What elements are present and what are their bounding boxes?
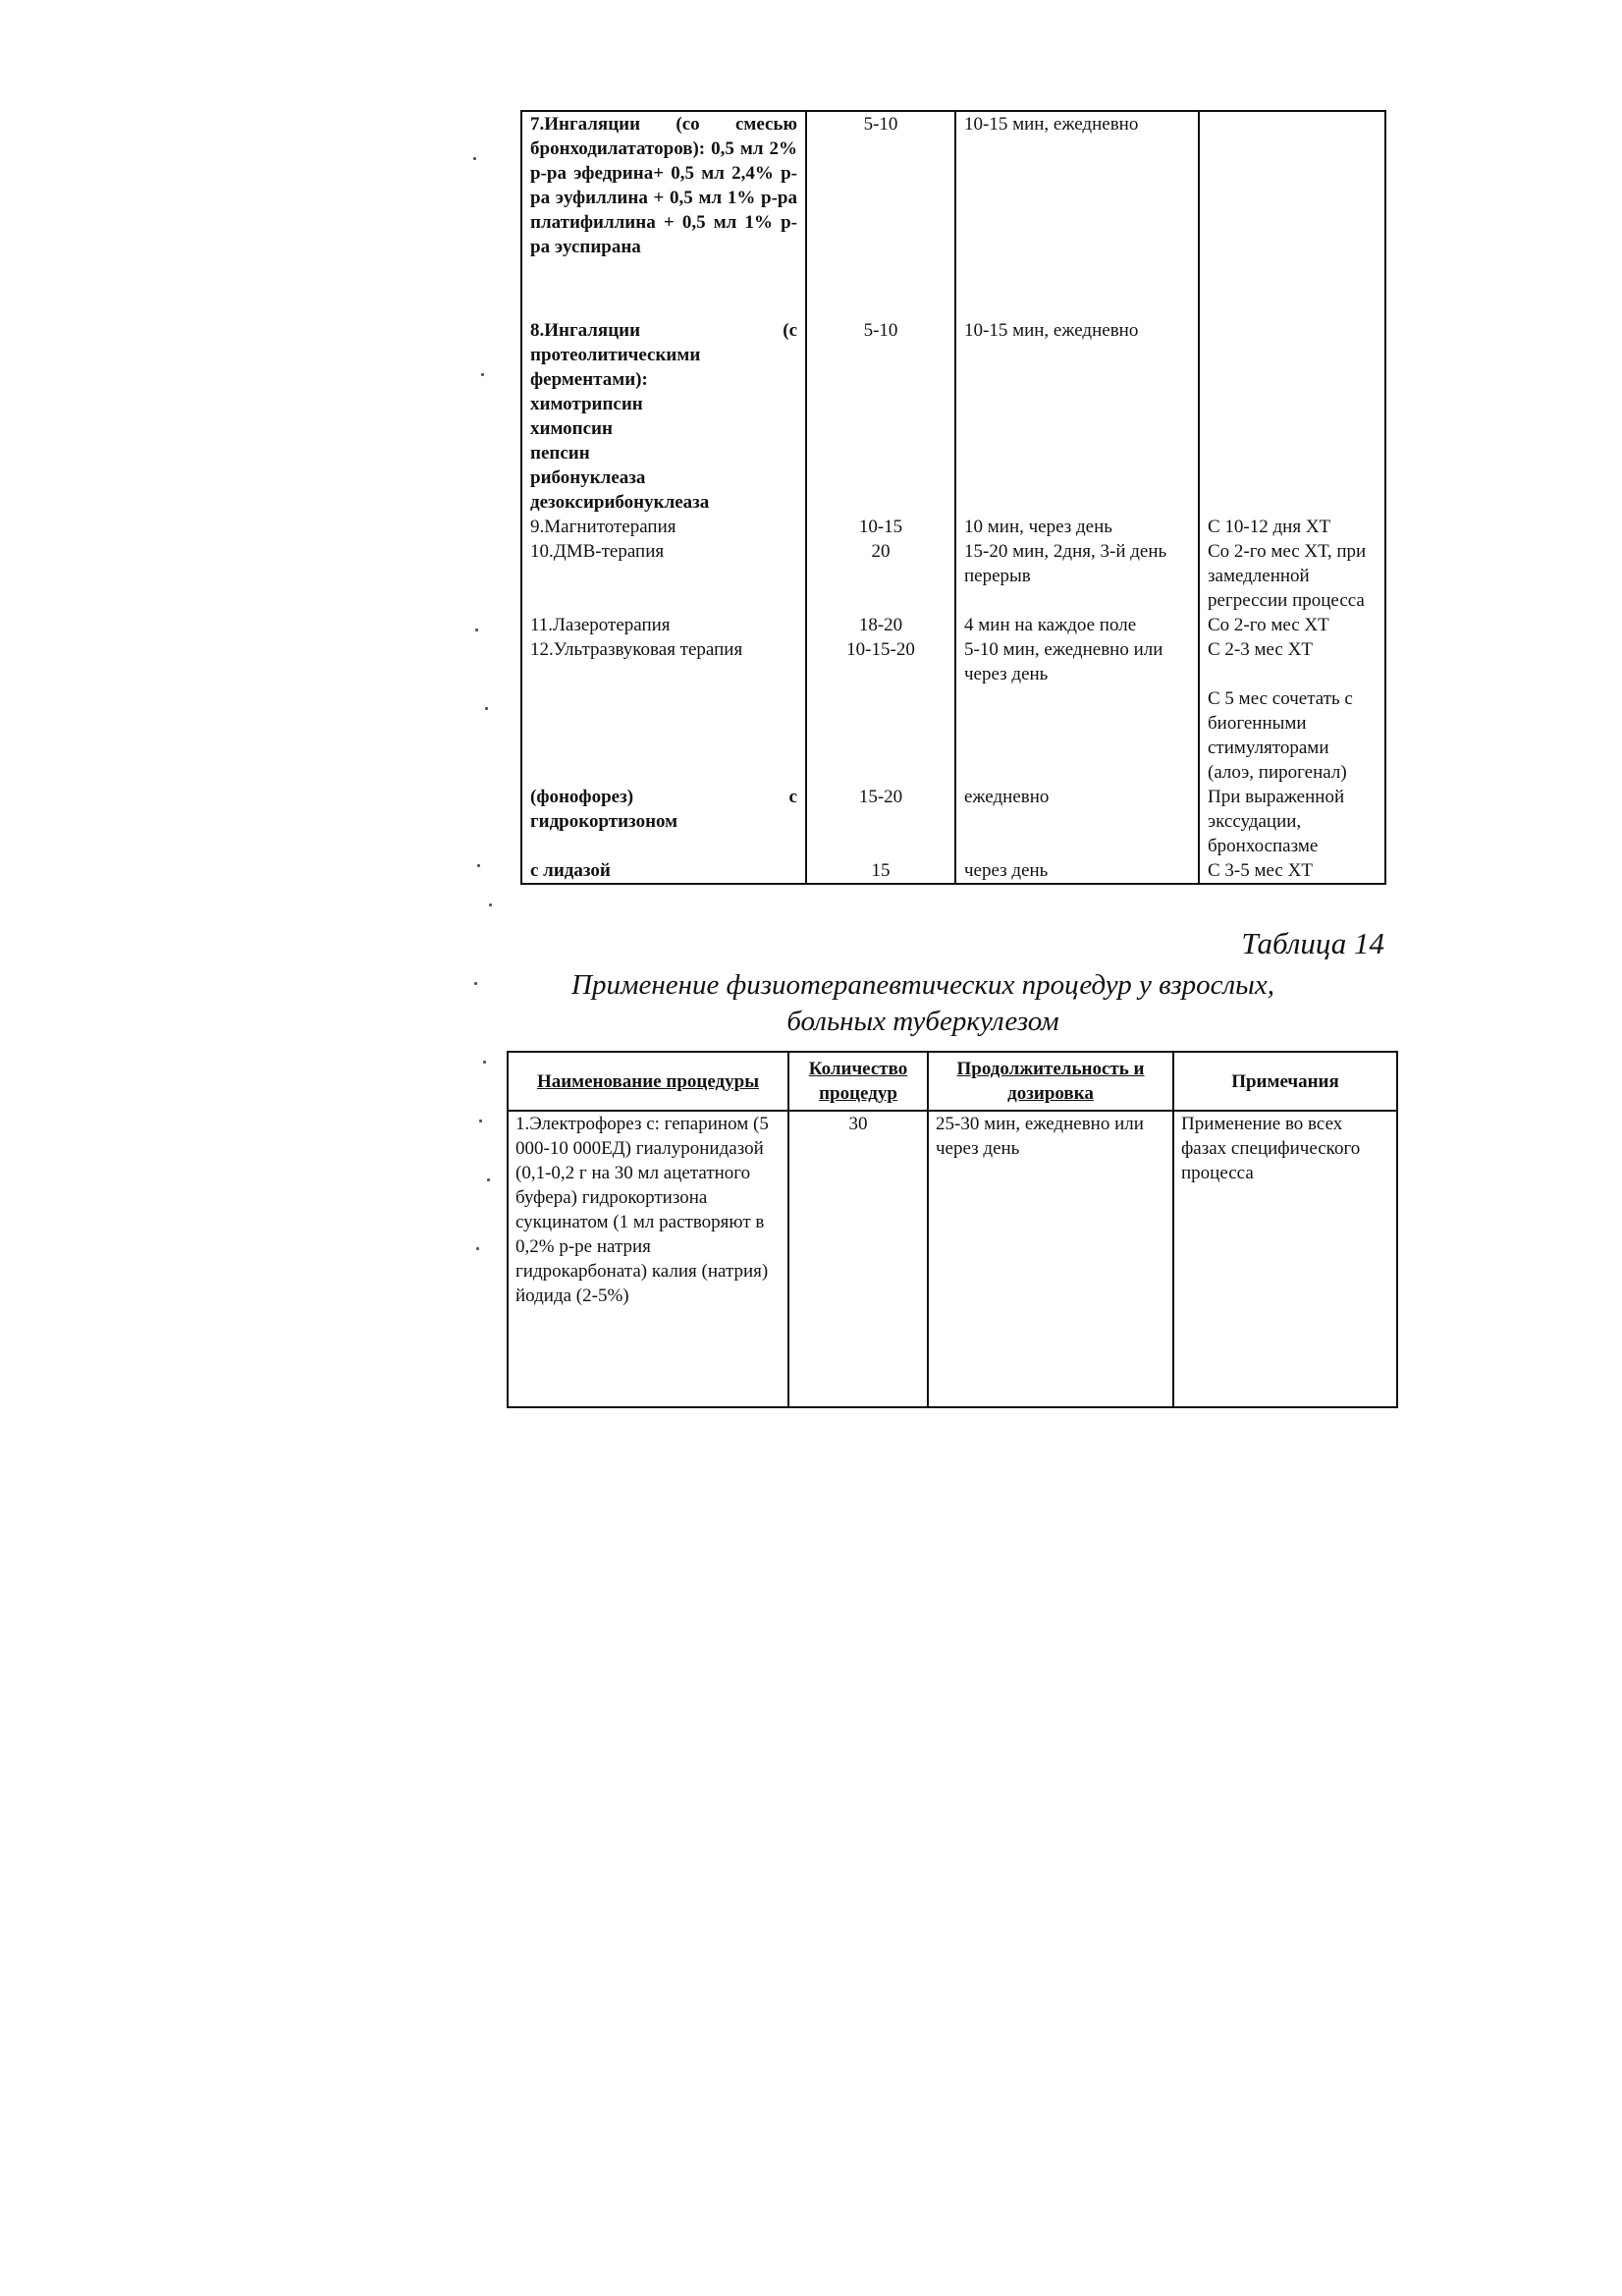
table-row [521, 441, 1385, 465]
table-row [521, 318, 1385, 392]
table-number: Таблица 14 [1241, 926, 1384, 960]
procedure-note [1199, 416, 1385, 441]
procedure-name: 9.Магнитотерапия [521, 515, 806, 539]
procedure-count: 18-20 [806, 613, 955, 637]
procedure-name: с лидазой [521, 858, 806, 884]
table-title: Применение физиотерапевтических процедур у взрослых, больных туберкулезом [571, 969, 1274, 1037]
header-duration: Продолжительность и дозировка [928, 1052, 1173, 1111]
procedure-duration: 10-15 мин, ежедневно [955, 318, 1199, 392]
table-row [521, 785, 1385, 858]
procedure-count [806, 441, 955, 465]
table-header-row [508, 1052, 1397, 1111]
procedure-count [806, 416, 955, 441]
procedure-name: дезоксирибонуклеаза [521, 490, 806, 515]
procedure-note [1199, 490, 1385, 515]
procedure-count: 30 [788, 1111, 928, 1407]
procedures-table-continued [520, 110, 1386, 885]
procedure-duration: 10 мин, через день [955, 515, 1199, 539]
table-row [521, 539, 1385, 613]
table-row [521, 111, 1385, 318]
table-row [521, 490, 1385, 515]
procedure-duration [955, 416, 1199, 441]
header-name: Наименование процедуры [508, 1052, 788, 1111]
table-row [521, 637, 1385, 686]
procedure-note [1199, 318, 1385, 392]
procedure-note: Со 2-го мес ХТ, при замедленной регрессии процесса [1199, 539, 1385, 613]
procedure-note: С 3-5 мес ХТ [1199, 858, 1385, 884]
procedure-name: 1.Электрофорез с: гепарином (5 000-10 000ЕД) гиалуронидазой (0,1-0,2 г на 30 мл ацетатного буфера) гидрокортизона сукцинатом (1 мл растворяют в 0,2% р-ре натрия гидрокарбоната) калия (натрия) йодида (2-5%) [508, 1111, 788, 1407]
procedure-count [806, 392, 955, 416]
procedure-name: (фонофорез) с гидрокортизоном [521, 785, 806, 858]
procedure-duration: 15-20 мин, 2дня, 3-й день перерыв [955, 539, 1199, 613]
procedure-name: 7.Ингаляции (со смесью бронходилататоров): 0,5 мл 2% р-ра эфедрина+ 0,5 мл 2,4% р-ра эуфиллина + 0,5 мл 1% р-ра платифиллина + 0,5 мл 1% р-ра эуспирана [521, 111, 806, 318]
table-row [521, 465, 1385, 490]
table-row [521, 686, 1385, 785]
header-count: Количество процедур [788, 1052, 928, 1111]
header-note: Примечания [1173, 1052, 1397, 1111]
procedure-name: 10.ДМВ-терапия [521, 539, 806, 613]
procedure-count [806, 686, 955, 785]
procedure-name: пепсин [521, 441, 806, 465]
procedure-count: 10-15 [806, 515, 955, 539]
procedure-count: 20 [806, 539, 955, 613]
table-row [521, 392, 1385, 416]
table-14 [507, 1051, 1398, 1408]
procedure-note: При выраженной экссудации, бронхоспазме [1199, 785, 1385, 858]
procedure-note: С 10-12 дня ХТ [1199, 515, 1385, 539]
procedure-name: 12.Ультразвуковая терапия [521, 637, 806, 686]
procedure-note: Применение во всех фазах специфического процесса [1173, 1111, 1397, 1407]
procedure-count: 15-20 [806, 785, 955, 858]
table-row [521, 416, 1385, 441]
procedure-duration [955, 490, 1199, 515]
procedure-duration: через день [955, 858, 1199, 884]
procedure-duration: ежедневно [955, 785, 1199, 858]
procedure-count [806, 465, 955, 490]
procedure-note: С 2-3 мес ХТ [1199, 637, 1385, 686]
procedure-name: рибонуклеаза [521, 465, 806, 490]
procedure-count [806, 490, 955, 515]
procedure-note: С 5 мес сочетать с биогенными стимуляторами (алоэ, пирогенал) [1199, 686, 1385, 785]
procedure-count: 5-10 [806, 318, 955, 392]
procedure-note [1199, 465, 1385, 490]
procedure-name: химопсин [521, 416, 806, 441]
scan-noise [471, 118, 501, 1394]
table-row [508, 1111, 1397, 1407]
table-row [521, 613, 1385, 637]
procedure-duration: 10-15 мин, ежедневно [955, 111, 1199, 318]
procedure-name: 11.Лазеротерапия [521, 613, 806, 637]
procedure-name: 8.Ингаляции (с протеолитическими ферментами): [521, 318, 806, 392]
procedure-duration [955, 392, 1199, 416]
table-row [521, 858, 1385, 884]
procedure-name [521, 686, 806, 785]
procedure-duration [955, 465, 1199, 490]
procedure-note: Со 2-го мес ХТ [1199, 613, 1385, 637]
table-row [521, 515, 1385, 539]
procedure-duration [955, 686, 1199, 785]
procedure-note [1199, 441, 1385, 465]
procedure-duration: 4 мин на каждое поле [955, 613, 1199, 637]
procedure-count: 15 [806, 858, 955, 884]
procedure-duration: 25-30 мин, ежедневно или через день [928, 1111, 1173, 1407]
procedure-name: химотрипсин [521, 392, 806, 416]
procedure-duration: 5-10 мин, ежедневно или через день [955, 637, 1199, 686]
procedure-count: 10-15-20 [806, 637, 955, 686]
procedure-count: 5-10 [806, 111, 955, 318]
procedure-duration [955, 441, 1199, 465]
procedure-note [1199, 111, 1385, 318]
procedure-note [1199, 392, 1385, 416]
